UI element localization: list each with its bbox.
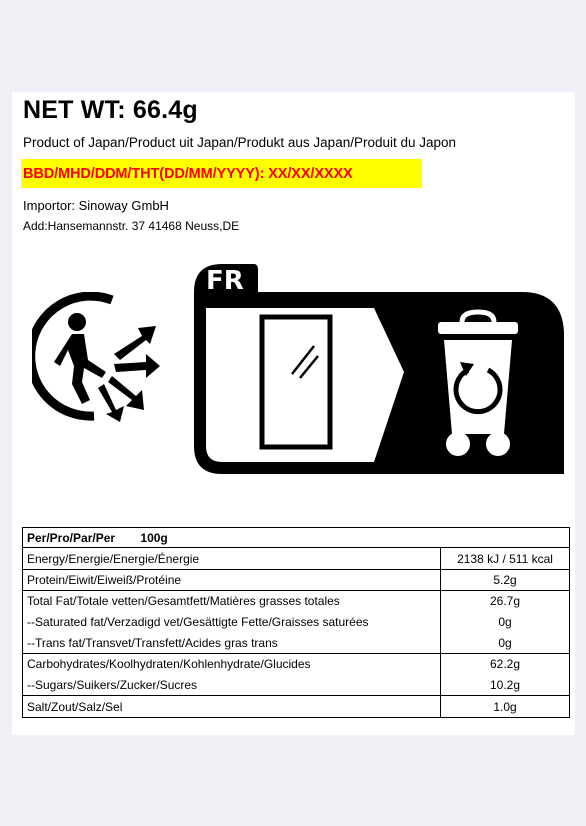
row-label: Carbohydrates/Koolhydraten/Kohlenhydrate/Glucides <box>23 654 441 675</box>
row-value: 2138 kJ / 511 kcal <box>441 548 570 570</box>
recycling-info-block <box>192 262 567 477</box>
row-label: Salt/Zout/Salz/Sel <box>23 696 441 718</box>
row-label: Total Fat/Totale vetten/Gesamtfett/Matières grasses totales <box>23 591 441 612</box>
row-value: 0g <box>441 633 570 654</box>
row-value: 1.0g <box>441 696 570 718</box>
row-value: 0g <box>441 612 570 633</box>
table-header-row <box>23 528 570 548</box>
row-value: 10.2g <box>441 675 570 696</box>
table-header-cell <box>23 528 570 548</box>
header-label: Per/Pro/Par/Per <box>27 530 116 545</box>
product-label <box>12 92 575 735</box>
row-value: 26.7g <box>441 591 570 612</box>
country-code: FR <box>206 266 244 296</box>
table-row <box>23 548 570 570</box>
table-row <box>23 612 570 633</box>
table-row <box>23 570 570 591</box>
address-text: Add:Hansemannstr. 37 41468 Neuss,DE <box>23 219 240 233</box>
header-amount: 100g <box>140 530 168 545</box>
best-before-text: BBD/MHD/DDM/THT(DD/MM/YYYY): XX/XX/XXXX <box>23 166 353 182</box>
row-label: Energy/Energie/Energie/Énergie <box>23 548 441 570</box>
row-value: 5.2g <box>441 570 570 591</box>
best-before-highlight <box>21 159 422 188</box>
row-label: --Sugars/Suikers/Zucker/Sucres <box>23 675 441 696</box>
triman-icon <box>32 292 162 422</box>
origin-text: Product of Japan/Product uit Japan/Produkt aus Japan/Produit du Japon <box>23 135 457 150</box>
row-label: --Trans fat/Transvet/Transfett/Acides gras trans <box>23 633 441 654</box>
table-row <box>23 654 570 675</box>
table-row <box>23 591 570 612</box>
importer-text: Importor: Sinoway GmbH <box>23 198 169 213</box>
nutrition-table <box>22 527 570 718</box>
table-row <box>23 696 570 718</box>
row-label: Protein/Eiwit/Eiweiß/Protéine <box>23 570 441 591</box>
table-row <box>23 675 570 696</box>
row-value: 62.2g <box>441 654 570 675</box>
net-weight: NET WT: 66.4g <box>23 96 198 124</box>
row-label: --Saturated fat/Verzadigd vet/Gesättigte Fette/Graisses saturées <box>23 612 441 633</box>
table-row <box>23 633 570 654</box>
